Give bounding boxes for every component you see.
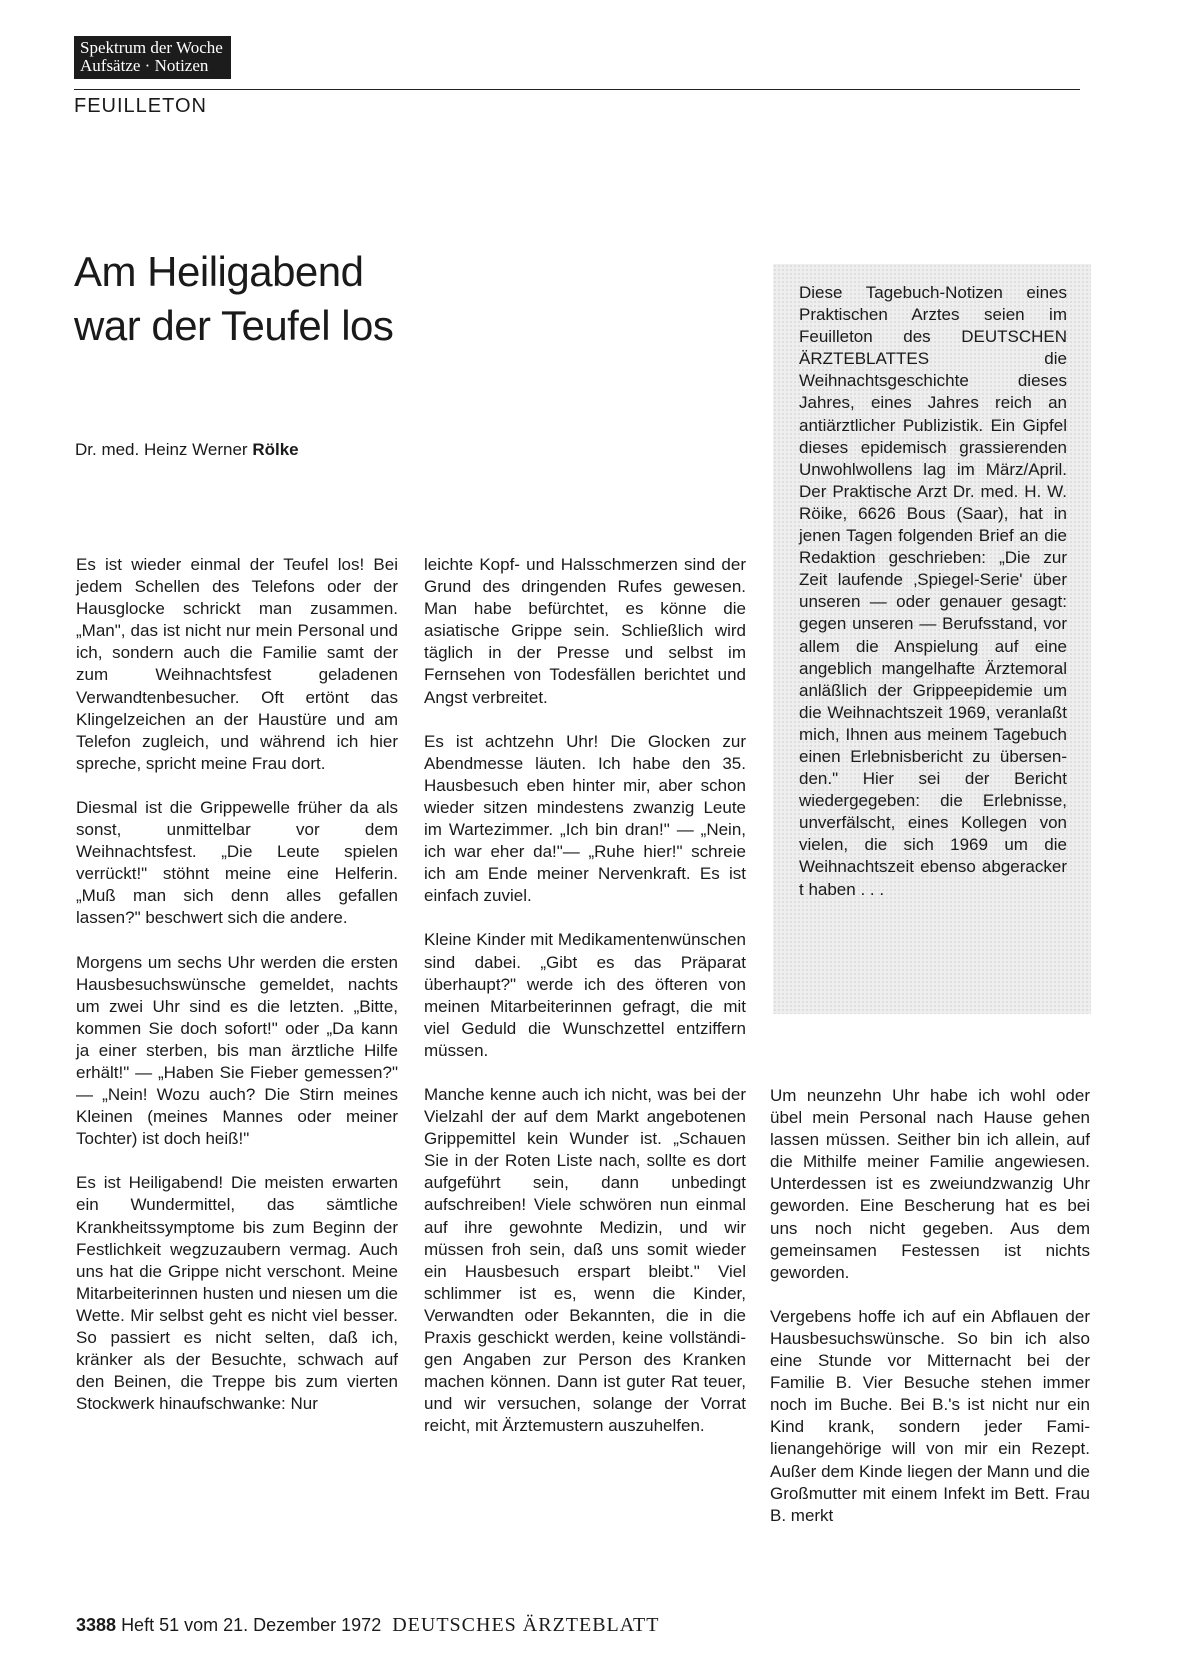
paragraph: Diesmal ist die Grippewelle früher da als sonst, unmittelbar vor dem Weihnachtsfest. „Die Leute spielen verrückt!" stöhnt meine eine Helferin. „Muß man sich denn alles gefallen lassen?" beschwert sich die andere. [76, 797, 398, 928]
page-number: 3388 [76, 1615, 117, 1635]
paragraph: Es ist achtzehn Uhr! Die Glocken zur Abendmesse läuten. Ich habe den 35. Hausbesuch eben hinter mir, aber schon wieder sitzen mindestens zwanzig Leute im Wartezimmer. „Ich bin dran!" — „Nein, ich war eher da!"— „Ruhe hier!" schreie ich am Ende meiner Nervenkraft. Es ist einfach zuviel. [424, 731, 746, 906]
paragraph: Manche kenne auch ich nicht, was bei der Vielzahl der auf dem Markt angebotenen Grippemittel kein Wunder ist. „Schauen Sie in der Roten Liste nach, sollte es dort aufgeführt sein, dann unbedingt aufschreiben! Viele schwören nun einmal auf ihre gewohnte Medizin, und wir müssen froh sein, daß uns somit wieder ein Hausbesuch erspart bleibt." Viel schlimmer ist es, wenn die Kinder, Verwandten oder Bekannten, die in die Praxis geschickt werden, keine vollständigen Angaben zur Person des Kranken machen können. Dann ist guter Rat teuer, und wir versuchen, solange der Vorrat reicht, mit Ärztemustern auszuhelfen. [424, 1084, 746, 1436]
paragraph: Morgens um sechs Uhr werden die ersten Hausbesuchswünsche gemeldet, nachts um zwei Uhr sind es die letzten. „Bitte, kommen Sie doch sofort!" oder „Da kann ja einer sterben, bis man ärztliche Hilfe erhält!" — „Haben Sie Fieber gemessen?" — „Nein! Wozu auch? Die Stirn meines Kleinen (meines Mannes oder meiner Tochter) ist doch heiß!" [76, 952, 398, 1149]
paragraph: Um neunzehn Uhr habe ich wohl oder übel mein Personal nach Hause gehen lassen müssen. Seither bin ich allein, auf die Mithilfe meiner Familie angewiesen. Unterdessen ist es zweiundzwanzig Uhr geworden. Eine Bescherung hat es bei uns noch nicht gegeben. Aus dem gemeinsamen Festessen ist nichts geworden. [770, 1086, 1090, 1282]
paragraph: Kleine Kinder mit Medikamentenwünschen sind dabei. „Gibt es das Präparat überhaupt?" werde ich des öfteren von meinen Mitarbeiterinnen gefragt, die mit viel Geduld die Wunschzettel entziffern müssen. [424, 930, 746, 1060]
editorial-intro-box [773, 264, 1091, 1014]
issue-info: Heft 51 vom 21. Dezember 1972 [121, 1615, 382, 1635]
page-footer [76, 1614, 659, 1637]
paragraph: leichte Kopf- und Halsschmerzen sind der Grund des dringenden Rufes gewesen. Man habe befürchtet, es könne die asiatische Grippe sein. Schließlich wird täglich in der Presse und selbst im Fernsehen von Todesfällen berichtet und Angst verbreitet. [424, 555, 746, 707]
masthead-line-2: Aufsätze · Notizen [80, 56, 209, 75]
paragraph: Vergebens hoffe ich auf ein Abflauen der Hausbesuchswünsche. So bin ich also eine Stunde vor Mitternacht bei der Familie B. Vier Besuche stehen immer noch im Buche. Bei B.'s ist nicht nur ein Kind krank, sondern jeder Familienangehörige will von mir ein Rezept. Außer dem Kinde liegen der Mann und die Großmutter mit einem Infekt im Bett. Frau B. merkt [770, 1306, 1090, 1525]
column-2 [424, 554, 746, 1459]
author-surname: Rölke [252, 440, 299, 459]
section-label: FEUILLETON [74, 95, 207, 117]
headline [74, 245, 634, 353]
masthead [74, 36, 231, 79]
author-byline [75, 440, 299, 460]
header-rule [74, 89, 1080, 90]
paragraph: Es ist Heiligabend! Die meisten erwarten ein Wundermittel, das sämtliche Krankheitssymptome bis zum Beginn der Festlichkeit wegzuzaubern vermag. Auch uns hat die Grippe nicht verschont. Meine Mitarbeiterinnen husten und niesen um die Wette. Mir selbst geht es nicht viel besser. So passiert es nicht selten, daß ich, kränker als der Besuchte, schwach auf den Beinen, die Treppe bis zum vierten Stockwerk hinaufschwanke: Nur [76, 1173, 398, 1414]
editorial-intro-text: Diese Tagebuch-Notizen eines Praktischen Arztes seien im Feuilleton des DEUTSCHEN ÄRZTEBLATTES die Weihnachtsgeschichte dieses Jahres, eines Jahres reich an antiärztlicher Publizistik. Ein Gipfel dieses epidemisch grassierenden Unwohlwollens lag im März/April. Der Praktische Arzt Dr. med. H. W. Röike, 6626 Bous (Saar), hat in jenen Tagen folgenden Brief an die Redaktion geschrieben: „Die zur Zeit laufende ‚Spiegel-Serie' über unseren — oder genauer gesagt: gegen unseren — Berufsstand, vor allem die Anspielung auf eine angeblich mangelhafte Ärztemoral anläßlich der Grippeepidemie um die Weihnachtszeit 1969, veranlaßt mich, Ihnen aus meinem Tagebuch einen Erlebnisbericht zu übersenden." Hier sei der Bericht wiedergegeben: die Erlebnisse, unverfälscht, eines Kollegen von vielen, die sich 1969 um die Weihnachtszeit ebenso abgeracker t haben . . . [799, 283, 1067, 899]
paragraph: Es ist wieder einmal der Teufel los! Bei jedem Schellen des Telefons oder der Hausglocke schrickt man zusammen. „Man", das ist nicht nur mein Personal und ich, sondern auch die Familie samt der zum Weihnachtsfest geladenen Verwandtenbesucher. Oft ertönt das Klingelzeichen an der Haustüre und am Telefon zugleich, und während ich hier spreche, spricht meine Frau dort. [76, 555, 398, 773]
author-name: Dr. med. Heinz Werner [75, 440, 248, 459]
headline-line-1: Am Heiligabend [74, 248, 364, 295]
journal-name: DEUTSCHES ÄRZTEBLATT [392, 1614, 660, 1636]
masthead-line-1: Spektrum der Woche [80, 38, 223, 57]
column-3 [770, 1085, 1090, 1549]
column-1 [76, 554, 398, 1437]
headline-line-2: war der Teufel los [74, 302, 394, 349]
